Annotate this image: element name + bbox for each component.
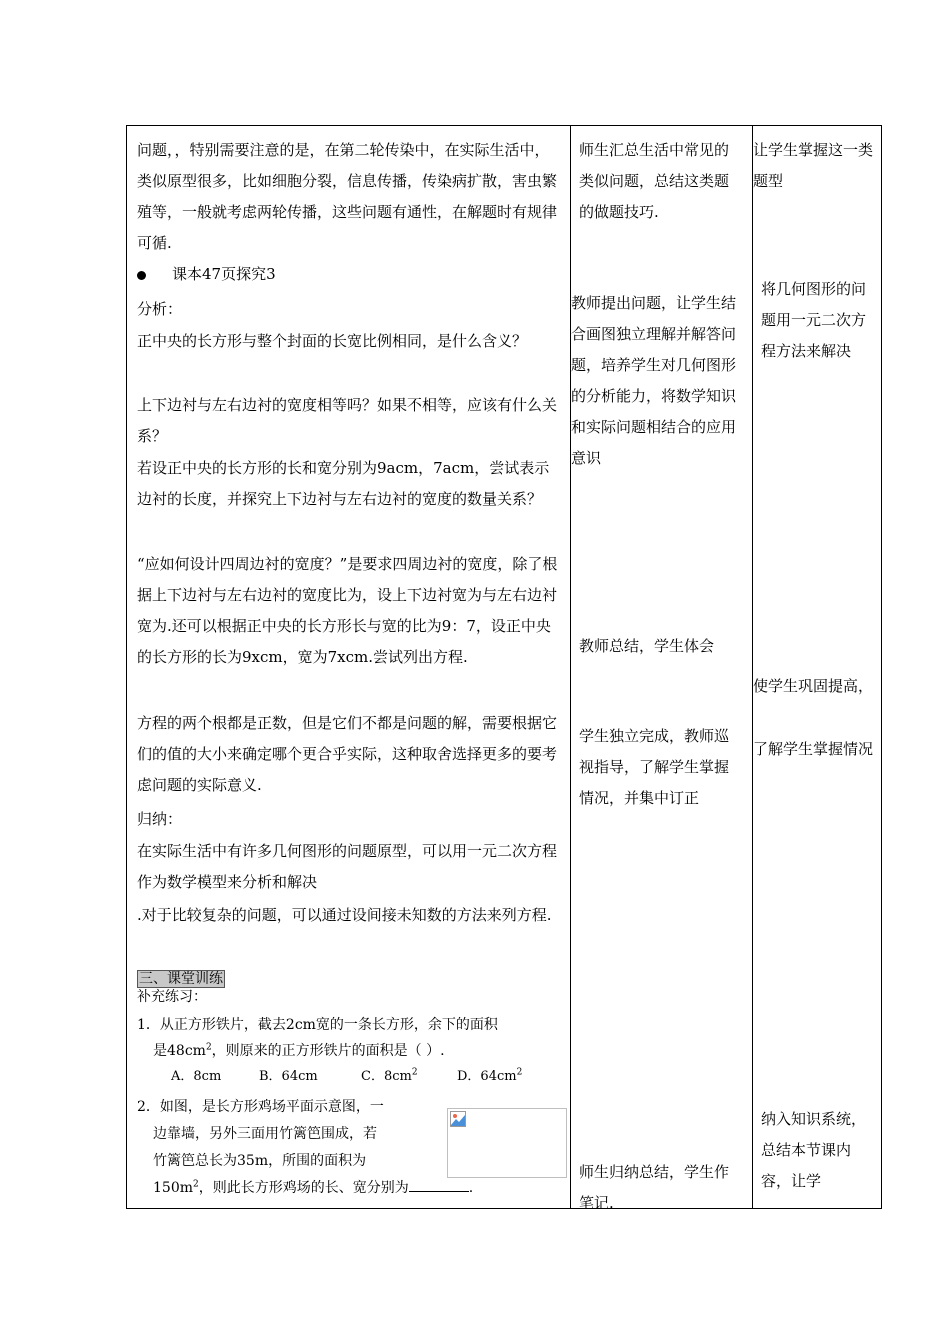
activity-column: [571, 126, 752, 1212]
intent-column: [753, 126, 881, 1208]
activity-3: 教师总结，学生体会: [579, 637, 715, 655]
question-4: “应如何设计四周边衬的宽度？”是要求四周边衬的宽度，除了根据上下边衬与左右边衬的宽度比为，设上下边衬宽为与左右边衬宽为.还可以根据正中央的长方形长与宽的比为9：7，设正中央的长方形的长为9xcm，宽为7xcm.尝试列出方程.: [137, 555, 558, 666]
exercise-2-line-2: 边靠墙，另外三面用竹篱笆围成，若: [153, 1126, 377, 1142]
option-a: A．8cm: [171, 1069, 222, 1084]
option-c: C．$8cm^2$: [361, 1067, 418, 1084]
intent-2: 将几何图形的问题用一元二次方程方法来解决: [761, 280, 867, 360]
exercise-2-line-1: 2．如图，是长方形鸡场平面示意图，一: [137, 1099, 384, 1115]
content-column: [127, 126, 570, 1208]
summary-label: 归纳：: [137, 810, 183, 828]
option-b: B．64cm: [259, 1069, 318, 1084]
exercise-2-line-3: 竹篱笆总长为35m，所围的面积为: [153, 1153, 367, 1169]
exercise-1-line-2: 是$48cm^2$，则原来的正方形铁片的面积是（ ）.: [153, 1042, 445, 1059]
bullet-icon: [137, 271, 146, 280]
summary-2: .对于比较复杂的问题，可以通过设间接未知数的方法来列方程.: [137, 906, 552, 924]
question-2: 上下边衬与左右边衬的宽度相等吗？如果不相等，应该有什么关系？: [137, 396, 558, 445]
exercise-1-line-1: 1．从正方形铁片，截去2cm宽的一条长方形，余下的面积: [137, 1017, 498, 1033]
intent-1: 让学生掌握这一类题型: [753, 141, 874, 190]
bullet-text: 课本47页探究3: [172, 265, 276, 283]
activity-1: 师生汇总生活中常见的类似问题，总结这类题的做题技巧.: [579, 141, 730, 221]
bullet-item: [137, 259, 561, 290]
summary-1: 在实际生活中有许多几何图形的问题原型，可以用一元二次方程作为数学模型来分析和解决: [137, 842, 558, 891]
activity-2: 教师提出问题，让学生结合画图独立理解并解答问题，培养学生对几何图形的分析能力，将数学知识和实际问题相结合的应用意识: [571, 294, 737, 467]
intent-4: 纳入知识系统，总结本节课内容，让学: [761, 1110, 867, 1190]
answer-blank[interactable]: [409, 1177, 469, 1192]
intro-paragraph: 问题，，特别需要注意的是，在第二轮传染中，在实际生活中，类似原型很多，比如细胞分裂，信息传播，传染病扩散，害虫繁殖等，一般就考虑两轮传播，这些问题有通性，在解题时有规律可循.: [137, 141, 558, 252]
analysis-label: 分析：: [137, 300, 183, 318]
question-1: 正中央的长方形与整个封面的长宽比例相同，是什么含义？: [137, 332, 528, 350]
broken-image-icon: [450, 1111, 466, 1127]
exercise-2-line-4: $150m^2$，则此长方形鸡场的长、宽分别为 .: [137, 1175, 447, 1202]
intent-3a: 使学生巩固提高，: [753, 677, 874, 695]
lesson-table: [126, 125, 882, 1212]
option-d: D．$64cm^2$: [457, 1067, 523, 1084]
activity-5: 师生归纳总结，学生作笔记.: [579, 1163, 730, 1212]
exercise-1-options: [137, 1064, 567, 1090]
chicken-farm-figure: [447, 1108, 567, 1178]
activity-4: 学生独立完成，教师巡视指导，了解学生掌握情况，并集中订正: [579, 727, 730, 807]
exercise-1: [137, 1012, 567, 1090]
exercise-2: [137, 1094, 474, 1202]
section-title: 三、课堂训练: [139, 971, 223, 987]
question-5: 方程的两个根都是正数，但是它们不都是问题的解，需要根据它们的值的大小来确定哪个更合乎实际，这种取舍选择更多的要考虑问题的实际意义.: [137, 714, 558, 794]
supplement-label: 补充练习：: [137, 989, 207, 1005]
question-3: 若设正中央的长方形的长和宽分别为9acm，7acm，尝试表示边衬的长度，并探究上下边衬与左右边衬的宽度的数量关系？: [137, 459, 550, 508]
intent-3b: 了解学生掌握情况: [753, 740, 874, 758]
